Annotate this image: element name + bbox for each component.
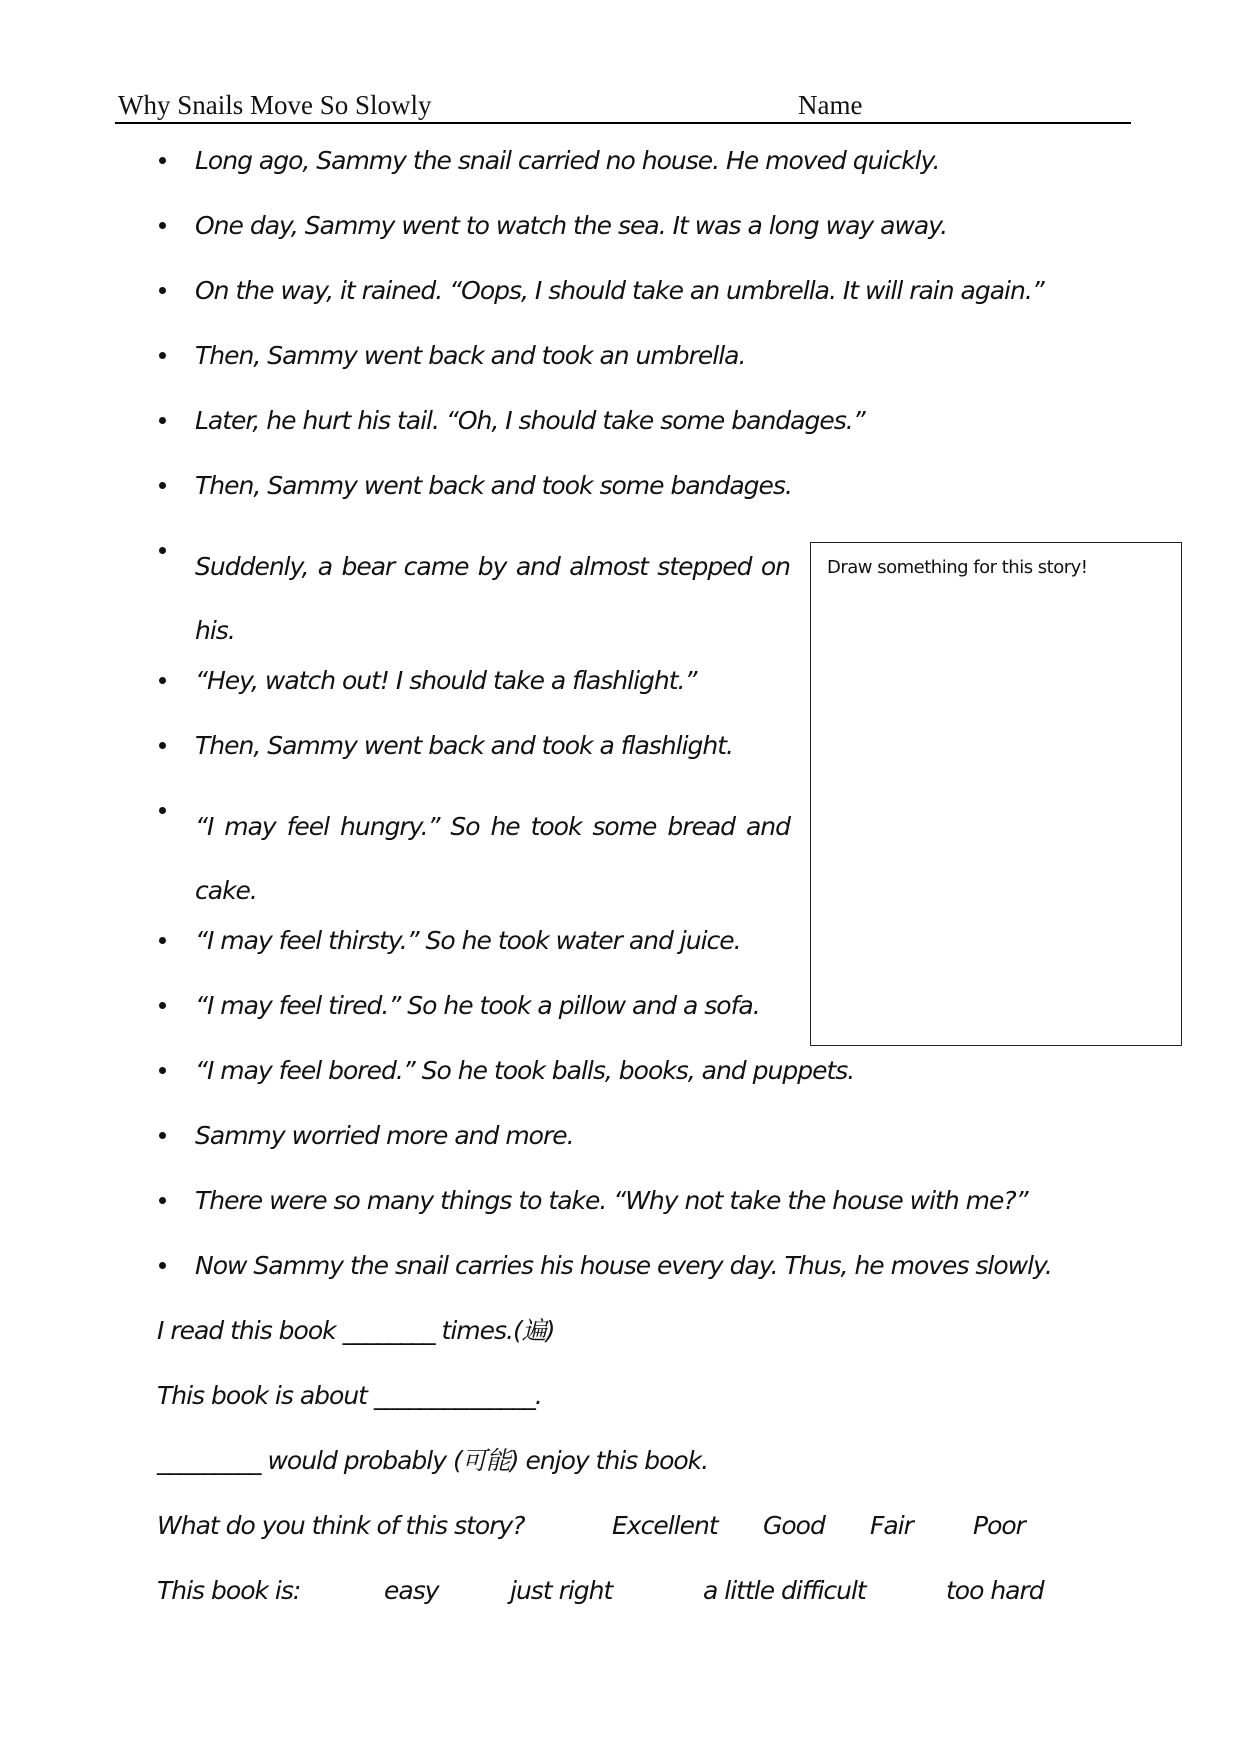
bullet-icon	[157, 275, 169, 307]
level-prompt: This book is:	[157, 1576, 301, 1605]
bullet-icon	[157, 730, 169, 762]
story-line: “I may feel thirsty.” So he took water and juice.	[195, 926, 741, 955]
rating-fair[interactable]: Fair	[870, 1511, 913, 1540]
bullet-icon	[157, 1120, 169, 1152]
bullet-icon	[157, 795, 169, 827]
story-line: Long ago, Sammy the snail carried no house. He moved quickly.	[195, 146, 940, 175]
bullet-icon	[157, 1055, 169, 1087]
drawing-box-label: Draw something for this story!	[827, 557, 1088, 578]
story-line: Sammy worried more and more.	[195, 1121, 574, 1150]
bullet-icon	[157, 535, 169, 567]
story-line: Suddenly, a bear came by and almost stepped on his.	[195, 552, 790, 645]
drawing-box[interactable]	[810, 542, 1182, 1046]
story-line: On the way, it rained. “Oops, I should take an umbrella. It will rain again.”	[195, 276, 1044, 305]
level-a-little-difficult[interactable]: a little difficult	[703, 1576, 866, 1605]
rating-good[interactable]: Good	[763, 1511, 825, 1540]
story-title: Why Snails Move So Slowly	[118, 90, 432, 120]
times-read-line: I read this book ________ times.(遍)	[157, 1316, 555, 1345]
story-line: “I may feel tired.” So he took a pillow and a sofa.	[195, 991, 760, 1020]
level-easy[interactable]: easy	[384, 1576, 439, 1605]
bullet-icon	[157, 990, 169, 1022]
rating-prompt: What do you think of this story?	[157, 1511, 525, 1540]
bullet-icon	[157, 1185, 169, 1217]
bullet-icon	[157, 405, 169, 437]
story-line: Now Sammy the snail carries his house every day. Thus, he moves slowly.	[195, 1251, 1052, 1280]
worksheet-header	[115, 86, 1131, 124]
bullet-icon	[157, 1250, 169, 1282]
bullet-icon	[157, 340, 169, 372]
story-line: Then, Sammy went back and took an umbrella.	[195, 341, 746, 370]
story-line: Then, Sammy went back and took a flashlight.	[195, 731, 734, 760]
story-line: “I may feel hungry.” So he took some bread and cake.	[195, 812, 790, 905]
story-line: Then, Sammy went back and took some bandages.	[195, 471, 792, 500]
who-would-enjoy-line: _________ would probably (可能) enjoy this book.	[157, 1446, 709, 1475]
bullet-icon	[157, 210, 169, 242]
story-line: Later, he hurt his tail. “Oh, I should take some bandages.”	[195, 406, 865, 435]
story-line: There were so many things to take. “Why not take the house with me?”	[195, 1186, 1028, 1215]
story-line: “I may feel bored.” So he took balls, books, and puppets.	[195, 1056, 855, 1085]
rating-excellent[interactable]: Excellent	[612, 1511, 718, 1540]
story-line: One day, Sammy went to watch the sea. It was a long way away.	[195, 211, 948, 240]
name-label: Name	[798, 90, 863, 120]
bullet-icon	[157, 470, 169, 502]
rating-poor[interactable]: Poor	[973, 1511, 1025, 1540]
book-about-line: This book is about ______________.	[157, 1381, 542, 1410]
story-line: “Hey, watch out! I should take a flashlight.”	[195, 666, 697, 695]
bullet-icon	[157, 665, 169, 697]
bullet-icon	[157, 925, 169, 957]
bullet-icon	[157, 145, 169, 177]
level-just-right[interactable]: just right	[510, 1576, 613, 1605]
level-too-hard[interactable]: too hard	[946, 1576, 1044, 1605]
